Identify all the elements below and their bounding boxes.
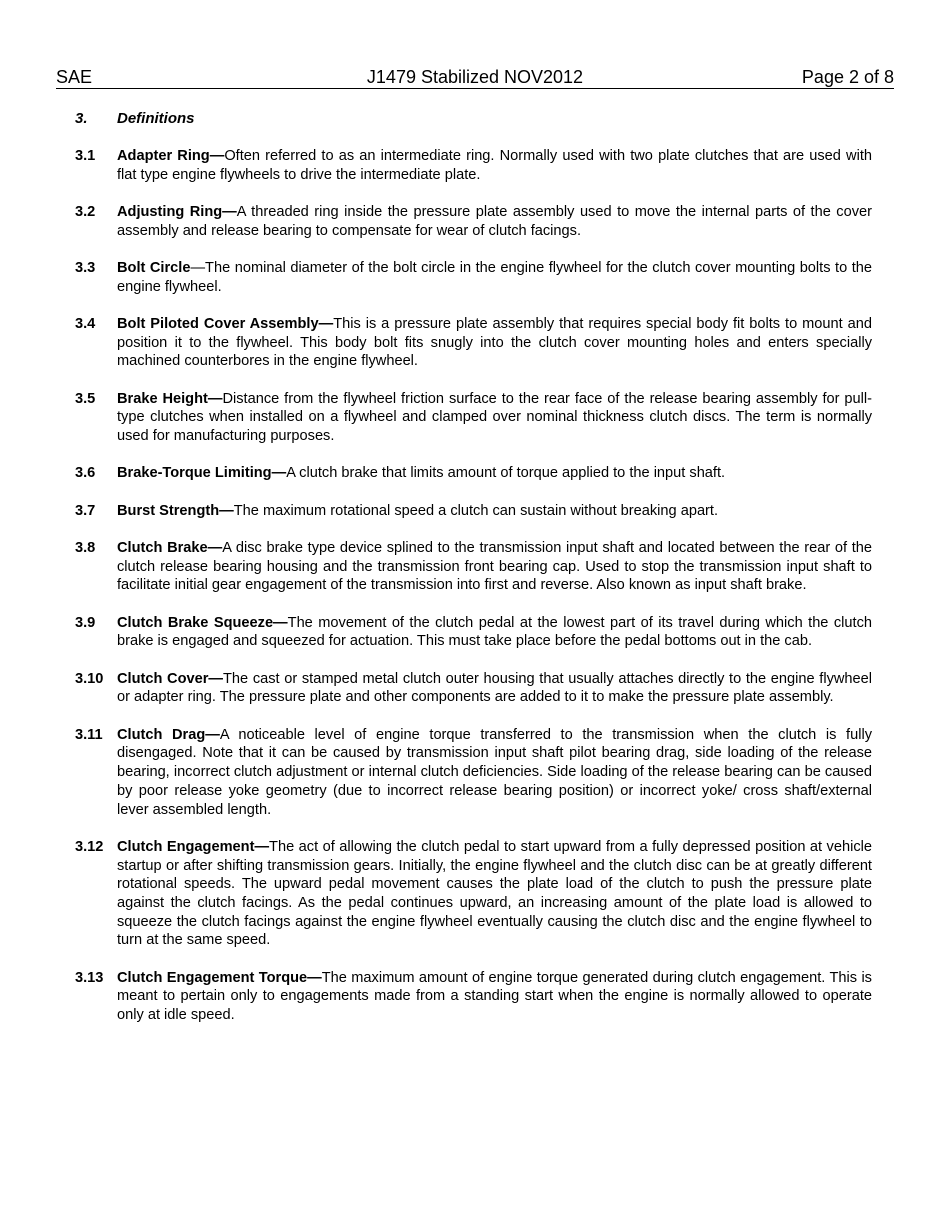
definition-term: Brake-Torque Limiting—	[117, 465, 287, 482]
definition-term: Bolt Circle	[117, 260, 191, 276]
definition-item	[75, 390, 872, 446]
definition-item	[75, 147, 872, 184]
definition-term: Adapter Ring—	[117, 148, 225, 164]
definition-number: 3.7	[75, 502, 96, 519]
definition-item	[75, 203, 872, 240]
definition-item	[75, 838, 872, 950]
definition-item	[75, 315, 872, 371]
definition-item	[75, 614, 872, 651]
definition-number: 3.12	[75, 838, 104, 855]
definition-number: 3.5	[75, 390, 96, 407]
header-org: SAE	[56, 67, 93, 87]
definition-term: Bolt Piloted Cover Assembly—	[117, 316, 334, 332]
definition-text: The cast or stamped metal clutch outer housing that usually attaches directly to the engine flywheel or adapter ring. The pressure plate and other components are added to it to make the pressure plate assembly.	[117, 670, 872, 706]
definition-text: A disc brake type device splined to the transmission input shaft and located between the rear of the clutch release bearing housing and the transmission front bearing cap. Used to stop the transmission input shaft to facilitate initial gear engagement of the transmission into first and reverse. Also known as input shaft brake.	[117, 540, 872, 594]
definition-text: A threaded ring inside the pressure plate assembly used to move the internal parts of the cover assembly and release bearing to compensate for wear of clutch facings.	[117, 204, 872, 239]
definition-number: 3.9	[75, 614, 96, 631]
definition-number: 3.4	[75, 316, 96, 332]
definition-item	[75, 539, 872, 595]
definition-term: Clutch Cover—	[117, 670, 224, 687]
definition-number: 3.11	[75, 726, 103, 743]
definition-text: A clutch brake that limits amount of torque applied to the input shaft.	[286, 465, 726, 482]
definition-text: This is a pressure plate assembly that requires special body fit bolts to mount and position it to the flywheel. This body bolt fits snugly into the clutch cover mounting holes and enters specially machined counterbores in the engine flywheel.	[117, 316, 872, 370]
definition-number: 3.3	[75, 260, 96, 276]
definition-item	[75, 464, 872, 483]
definition-item	[75, 969, 872, 1025]
definition-term: Clutch Brake Squeeze—	[117, 614, 288, 631]
definition-text: The movement of the clutch pedal at the lowest part of its travel during which the clutch brake is engaged and squeezed for actuation. This must take place before the pedal bottoms out in the cab.	[117, 614, 872, 650]
definition-item	[75, 670, 872, 707]
definition-term: Burst Strength—	[117, 502, 234, 519]
definition-text: Distance from the flywheel friction surface to the rear face of the release bearing assembly for pull-type clutches when installed on a flywheel and clamped over nominal thickness clutch discs. The term is normally used for manufacturing purposes.	[117, 390, 872, 445]
definition-term: Adjusting Ring—	[117, 204, 237, 220]
definition-number: 3.6	[75, 465, 96, 482]
header-document-id: J1479 Stabilized NOV2012	[366, 67, 584, 87]
definition-term: Clutch Engagement Torque—	[117, 969, 322, 986]
definitions-list	[75, 147, 872, 1043]
definition-term: Clutch Brake—	[117, 540, 223, 556]
definition-term: Clutch Engagement—	[117, 838, 270, 855]
definition-text: A noticeable level of engine torque transferred to the transmission when the clutch is fully disengaged. Note that it can be caused by transmission input shaft pilot bearing drag, side loading of the release bearing, incorrect clutch adjustment or internal clutch deficiencies. Side loading of the release bearing can be caused by poor release yoke geometry (due to incorrect release bearing position) or incorrect yoke/ cross shaft/external lever assembled length.	[117, 726, 873, 818]
section-number: 3.	[75, 110, 88, 127]
definition-term: Clutch Drag—	[117, 726, 220, 743]
definition-item	[75, 502, 872, 521]
header-page-number: Page 2 of 8	[801, 67, 894, 87]
definition-text: The act of allowing the clutch pedal to start upward from a fully depressed position at vehicle startup or after shifting transmission gears. Initially, the engine flywheel and the clutch disc can be at greatly different rotational speeds. The upward pedal movement causes the plate load of the clutch to push the pressure plate against the clutch facings. As the pedal continues upward, an increasing amount of the plate load is allowed to squeeze the clutch facings against the engine flywheel eventually causing the clutch disc and the engine flywheel to turn at the same speed.	[117, 838, 872, 949]
definition-number: 3.8	[75, 540, 96, 556]
page-header	[56, 66, 894, 89]
definition-text: Often referred to as an intermediate ring. Normally used with two plate clutches that are used with flat type engine flywheels to drive the intermediate plate.	[117, 148, 872, 183]
definition-text: The maximum amount of engine torque generated during clutch engagement. This is meant to pertain only to engagements made from a standing start when the engine is normally allowed to operate only at idle speed.	[117, 969, 872, 1024]
definition-number: 3.10	[75, 670, 104, 687]
definition-term: Brake Height—	[117, 390, 223, 407]
definition-text: The maximum rotational speed a clutch can sustain without breaking apart.	[233, 502, 719, 519]
section-title: Definitions	[117, 110, 195, 127]
definition-number: 3.13	[75, 969, 104, 986]
definition-item	[75, 259, 872, 296]
definition-text: —The nominal diameter of the bolt circle in the engine flywheel for the clutch cover mounting bolts to the engine flywheel.	[117, 260, 873, 295]
definition-item	[75, 726, 872, 820]
definition-number: 3.1	[75, 148, 96, 164]
definition-number: 3.2	[75, 204, 96, 220]
